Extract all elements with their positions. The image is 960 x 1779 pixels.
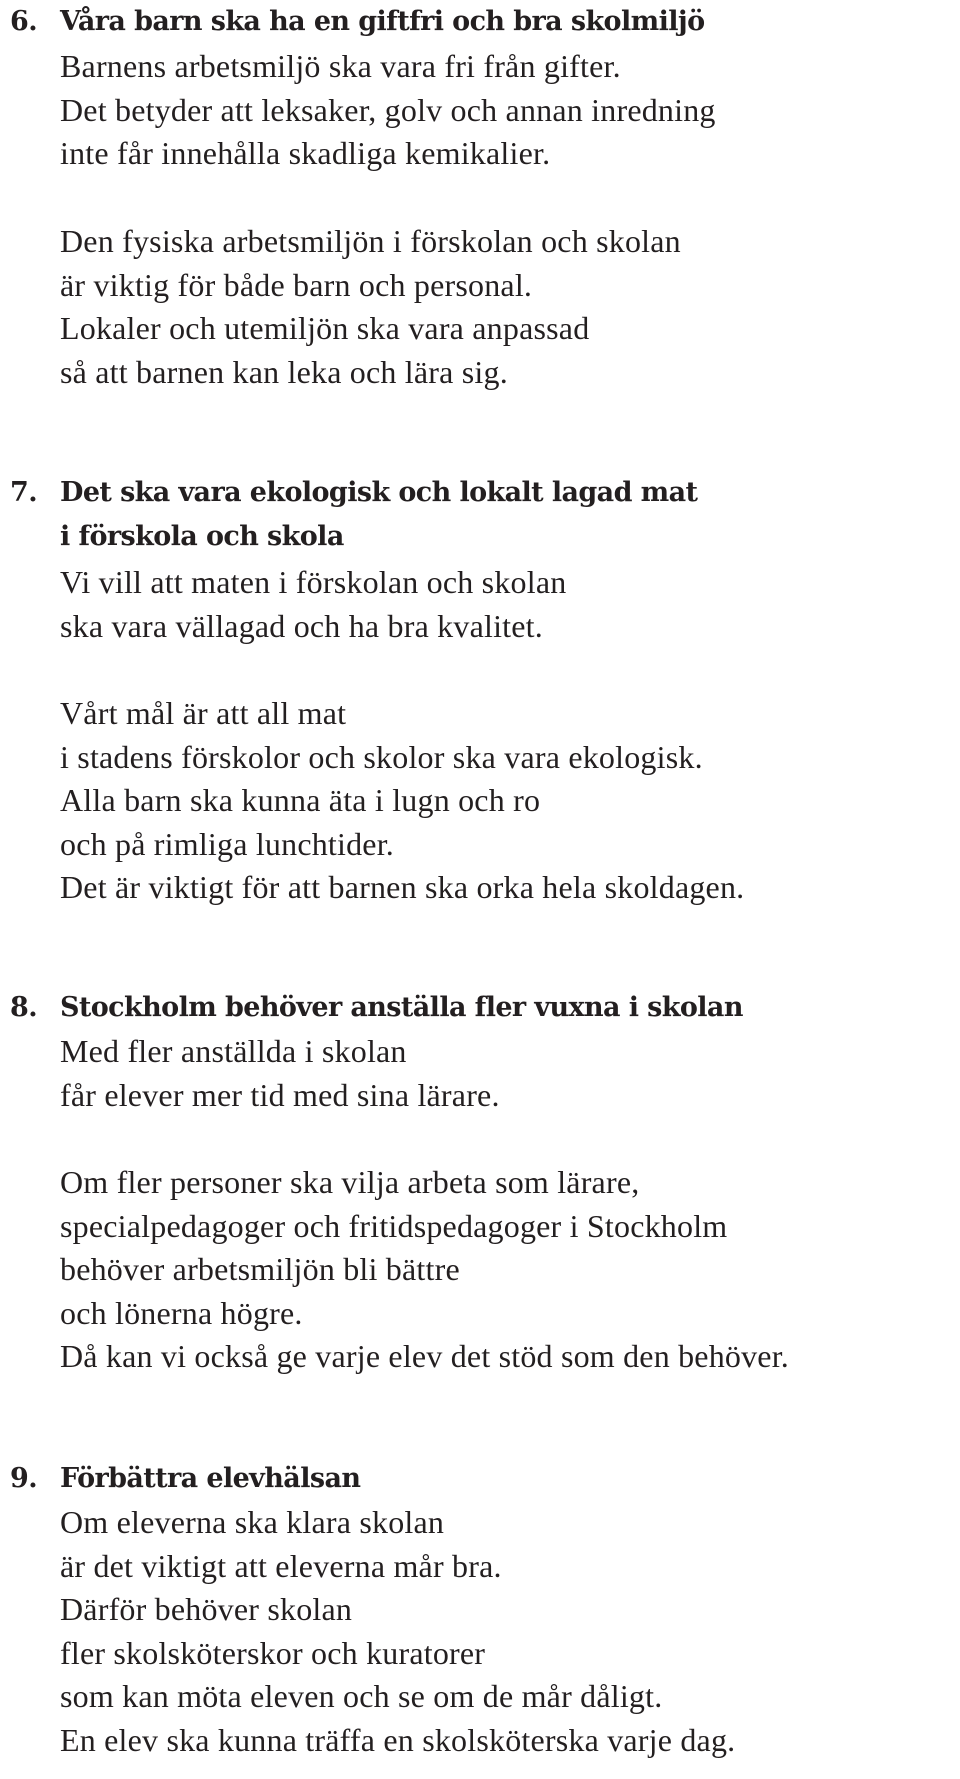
heading-line: Våra barn ska ha en giftfri och bra skolmiljö bbox=[60, 6, 705, 37]
heading-line: Det ska vara ekologisk och lokalt lagad mat bbox=[60, 477, 698, 508]
text-line: Det är viktigt för att barnen ska orka hela skoldagen. bbox=[60, 869, 745, 906]
text-line: får elever mer tid med sina lärare. bbox=[60, 1076, 500, 1113]
heading-line: Stockholm behöver anställa fler vuxna i skolan bbox=[60, 992, 743, 1023]
text-line: Därför behöver skolan bbox=[60, 1591, 353, 1628]
text-line: Om fler personer ska vilja arbeta som lärare, bbox=[60, 1164, 640, 1200]
text-line: Om eleverna ska klara skolan bbox=[60, 1504, 445, 1540]
text-line: Det betyder att leksaker, golv och annan inredning bbox=[60, 91, 716, 128]
section-heading bbox=[60, 0, 704, 44]
text-line: En elev ska kunna träffa en skolsköterska varje dag. bbox=[60, 1721, 736, 1758]
paragraph bbox=[60, 220, 681, 394]
text-line: är det viktigt att eleverna mår bra. bbox=[60, 1547, 502, 1584]
text-line: är viktig för både barn och personal. bbox=[60, 266, 533, 303]
text-line: specialpedagoger och fritidspedagoger i Stockholm bbox=[60, 1207, 728, 1244]
text-line: Då kan vi också ge varje elev det stöd som den behöver. bbox=[60, 1338, 789, 1375]
text-line: i stadens förskolor och skolor ska vara ekologisk. bbox=[60, 738, 703, 775]
paragraph bbox=[60, 45, 716, 176]
section-number: 8. bbox=[10, 992, 38, 1023]
paragraph bbox=[60, 561, 566, 648]
section-heading bbox=[60, 1457, 360, 1501]
text-line: Alla barn ska kunna äta i lugn och ro bbox=[60, 782, 541, 819]
section-number: 9. bbox=[10, 1463, 38, 1494]
paragraph bbox=[60, 1030, 500, 1117]
paragraph bbox=[60, 692, 744, 910]
text-line: Vårt mål är att all mat bbox=[60, 695, 347, 731]
text-line: och lönerna högre. bbox=[60, 1294, 303, 1331]
text-line: inte får innehålla skadliga kemikalier. bbox=[60, 135, 551, 172]
text-line: som kan möta eleven och se om de mår dåligt. bbox=[60, 1678, 663, 1715]
section-number: 6. bbox=[10, 6, 38, 37]
heading-line: Förbättra elevhälsan bbox=[60, 1463, 361, 1494]
paragraph bbox=[60, 1161, 789, 1379]
text-line: ska vara vällagad och ha bra kvalitet. bbox=[60, 607, 543, 644]
heading-line: i förskola och skola bbox=[60, 521, 344, 552]
text-line: Med fler anställda i skolan bbox=[60, 1033, 407, 1069]
text-line: så att barnen kan leka och lära sig. bbox=[60, 353, 508, 390]
text-line: Barnens arbetsmiljö ska vara fri från gifter. bbox=[60, 48, 621, 84]
text-line: behöver arbetsmiljön bli bättre bbox=[60, 1251, 460, 1288]
text-line: Vi vill att maten i förskolan och skolan bbox=[60, 564, 567, 600]
text-line: Lokaler och utemiljön ska vara anpassad bbox=[60, 310, 590, 347]
section-number: 7. bbox=[10, 477, 38, 508]
section-heading bbox=[60, 471, 697, 559]
paragraph bbox=[60, 1501, 735, 1763]
text-line: och på rimliga lunchtider. bbox=[60, 825, 394, 862]
text-line: fler skolsköterskor och kuratorer bbox=[60, 1634, 486, 1671]
text-line: Den fysiska arbetsmiljön i förskolan och skolan bbox=[60, 223, 681, 259]
section-heading bbox=[60, 986, 743, 1030]
